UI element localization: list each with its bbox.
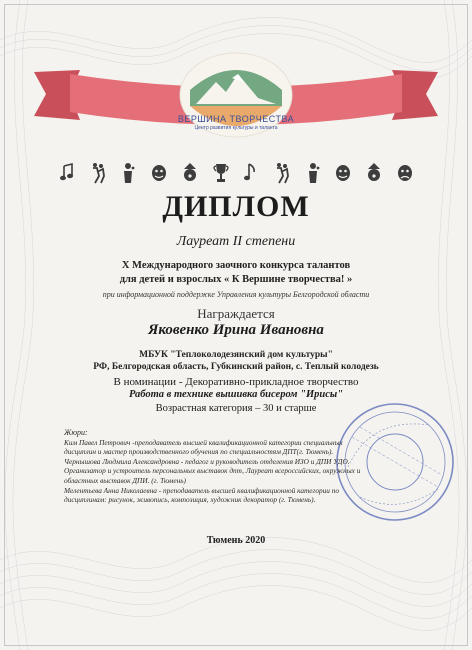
clown-icon xyxy=(181,162,199,184)
singer-icon xyxy=(304,162,322,184)
jury-line: Чернышова Людмила Александровна - педагог и руководитель отделения ИЗО и ДПИ УДО. xyxy=(64,456,350,466)
jury-line: областных выставок ДПИ. (г. Тюмень) xyxy=(64,475,186,485)
jury-heading: Жюри: xyxy=(64,428,88,437)
nomination: В номинации - Декоративно-прикладное творчество xyxy=(113,376,359,388)
contest-line-1: X Международного заочного конкурса талантов xyxy=(121,260,351,271)
dancing-couple-icon xyxy=(273,162,291,184)
trophy-icon xyxy=(212,162,230,184)
contest-line-2: для детей и взрослых « К Вершине творчества! » xyxy=(119,274,353,285)
work-title: Работа в технике вышивка бисером "Ирисы" xyxy=(129,389,343,400)
jury-line: дисциплинам: рисунок, живопись, композиция, художник декоратор (г. Тюмень). xyxy=(64,495,316,505)
theater-masks-icon xyxy=(396,162,414,184)
icons-row xyxy=(58,160,414,186)
address: РФ, Белгородская область, Губкинский район, с. Теплый колодезь xyxy=(93,362,379,372)
clown-icon xyxy=(365,162,383,184)
contest-name xyxy=(60,259,412,287)
logo-ribbon xyxy=(0,50,472,160)
age-category: Возрастная категория – 30 и старше xyxy=(155,403,317,414)
singer-icon xyxy=(119,162,137,184)
laureate-degree: Лауреат II степени xyxy=(176,234,296,249)
jury-line: Ким Павел Петрович -преподаватель высшей квалификационной категории специальных xyxy=(64,437,343,447)
recipient-name: Яковенко Ирина Ивановна xyxy=(148,322,324,338)
music-note-icon xyxy=(58,162,76,184)
theater-masks-icon xyxy=(334,162,352,184)
organization: МБУК "Теплоколодезянский дом культуры" xyxy=(139,350,333,360)
jury-line: Организатор и устроитель персональных выставок дпт, Лауреат всероссийских, окружных и xyxy=(64,466,361,476)
dancing-couple-icon xyxy=(89,162,107,184)
logo-subtitle: Центр развития культуры и таланта xyxy=(194,125,278,131)
music-note-icon xyxy=(242,162,260,184)
jury-line: дисциплин и мастер производственного обучения по специальностям ДПТ(г. Тюмень). xyxy=(64,447,334,457)
support-note: при информационной поддержке Управления культуры Белгородской области xyxy=(102,290,370,299)
diploma-title: ДИПЛОМ xyxy=(162,190,310,223)
jury-block xyxy=(64,428,394,505)
jury-line: Мелентьева Анна Николаевна - преподаватель высшей квалификационной категории по xyxy=(64,485,340,495)
awarded-label: Награждается xyxy=(197,306,275,321)
city-year: Тюмень 2020 xyxy=(206,535,266,546)
logo-title: ВЕРШИНА ТВОРЧЕСТВА xyxy=(177,114,295,124)
theater-masks-icon xyxy=(150,162,168,184)
